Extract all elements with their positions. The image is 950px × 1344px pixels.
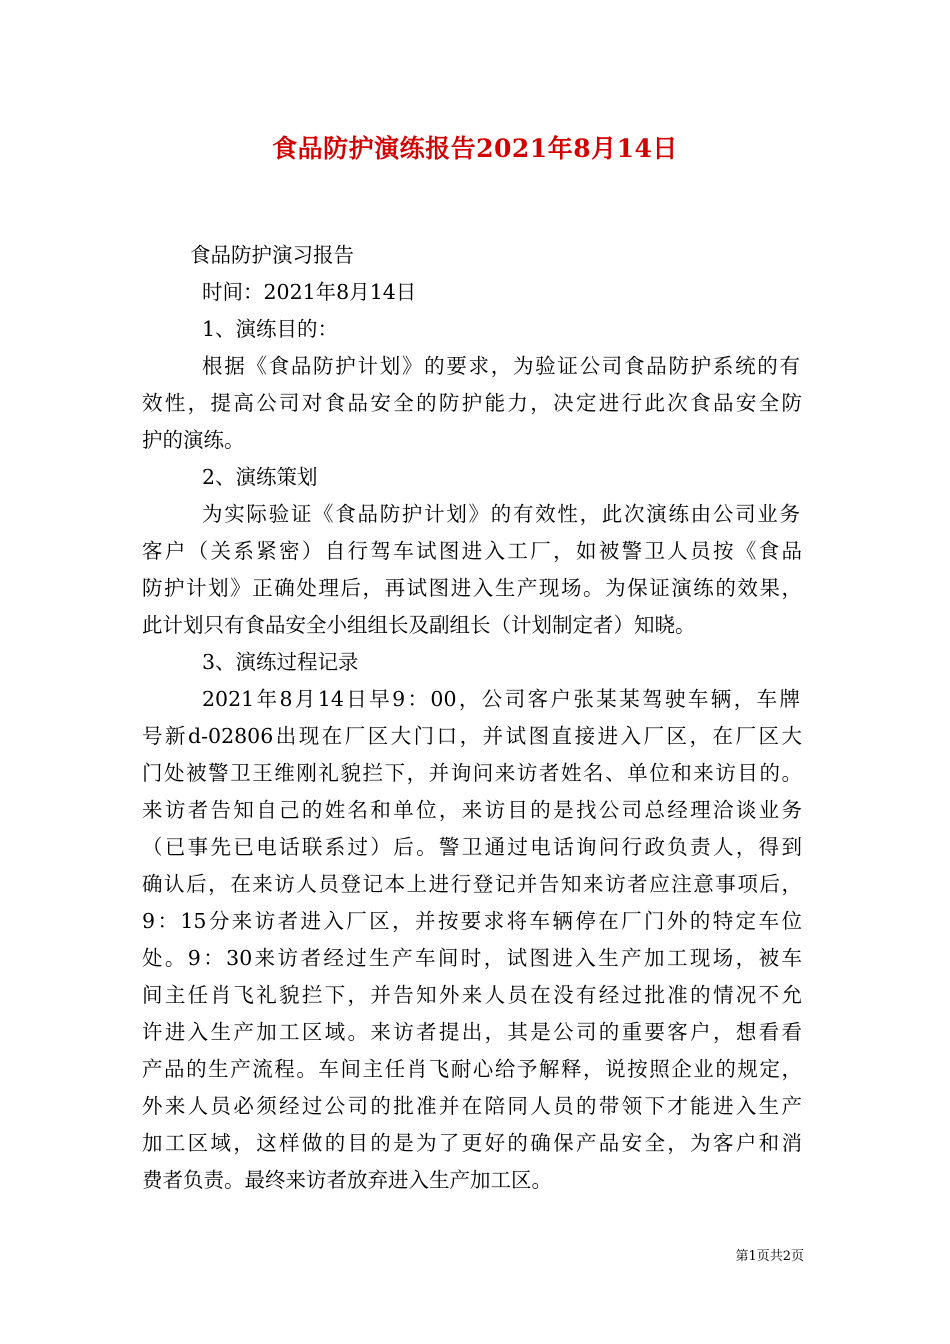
line-12: 3、演练过程记录: [202, 650, 359, 674]
line-16: 来访者告知自己的姓名和单位，来访目的是找公司总经理洽谈业务: [142, 798, 802, 822]
line-26: 费者负责。最终来访者放弃进入生产加工区。: [142, 1168, 552, 1192]
line-20: 处。9：30来访者经过生产车间时，试图进入生产加工现场，被车: [142, 946, 802, 970]
line-19: 9：15分来访者进入厂区，并按要求将车辆停在厂门外的特定车位: [142, 909, 802, 933]
line-22: 许进入生产加工区域。来访者提出，其是公司的重要客户，想看看: [142, 1020, 802, 1044]
line-5: 效性，提高公司对食品安全的防护能力，决定进行此次食品安全防: [142, 391, 802, 415]
line-15: 门处被警卫王维刚礼貌拦下，并询问来访者姓名、单位和来访目的。: [142, 761, 802, 785]
line-17: （已事先已电话联系过）后。警卫通过电话询问行政负责人，得到: [142, 835, 802, 859]
line-8: 为实际验证《食品防护计划》的有效性，此次演练由公司业务: [202, 502, 800, 526]
line-25: 加工区域，这样做的目的是为了更好的确保产品安全，为客户和消: [142, 1131, 802, 1155]
line-23: 产品的生产流程。车间主任肖飞耐心给予解释，说按照企业的规定，: [142, 1057, 802, 1081]
line-14: 号新d-02806出现在厂区大门口，并试图直接进入厂区，在厂区大: [142, 724, 802, 748]
line-11: 此计划只有食品安全小组组长及副组长（计划制定者）知晓。: [142, 613, 696, 637]
line-4: 根据《食品防护计划》的要求，为验证公司食品防护系统的有: [202, 354, 800, 378]
document-title: 食品防护演练报告2021年8月14日: [272, 134, 678, 163]
line-1: 食品防护演习报告: [190, 243, 354, 267]
line-13: 2021年8月14日早9：00，公司客户张某某驾驶车辆，车牌: [202, 687, 800, 711]
line-9: 客户（关系紧密）自行驾车试图进入工厂，如被警卫人员按《食品: [142, 539, 802, 563]
line-6: 护的演练。: [142, 428, 245, 452]
line-7: 2、演练策划: [202, 465, 318, 489]
line-24: 外来人员必须经过公司的批准并在陪同人员的带领下才能进入生产: [142, 1094, 802, 1118]
line-2: 时间：2021年8月14日: [202, 280, 417, 304]
line-10: 防护计划》正确处理后，再试图进入生产现场。为保证演练的效果，: [142, 576, 802, 600]
page-number: 第1页共2页: [735, 1249, 804, 1264]
line-21: 间主任肖飞礼貌拦下，并告知外来人员在没有经过批准的情况不允: [142, 983, 802, 1007]
line-3: 1、演练目的：: [202, 317, 339, 341]
line-18: 确认后，在来访人员登记本上进行登记并告知来访者应注意事项后，: [142, 872, 802, 896]
